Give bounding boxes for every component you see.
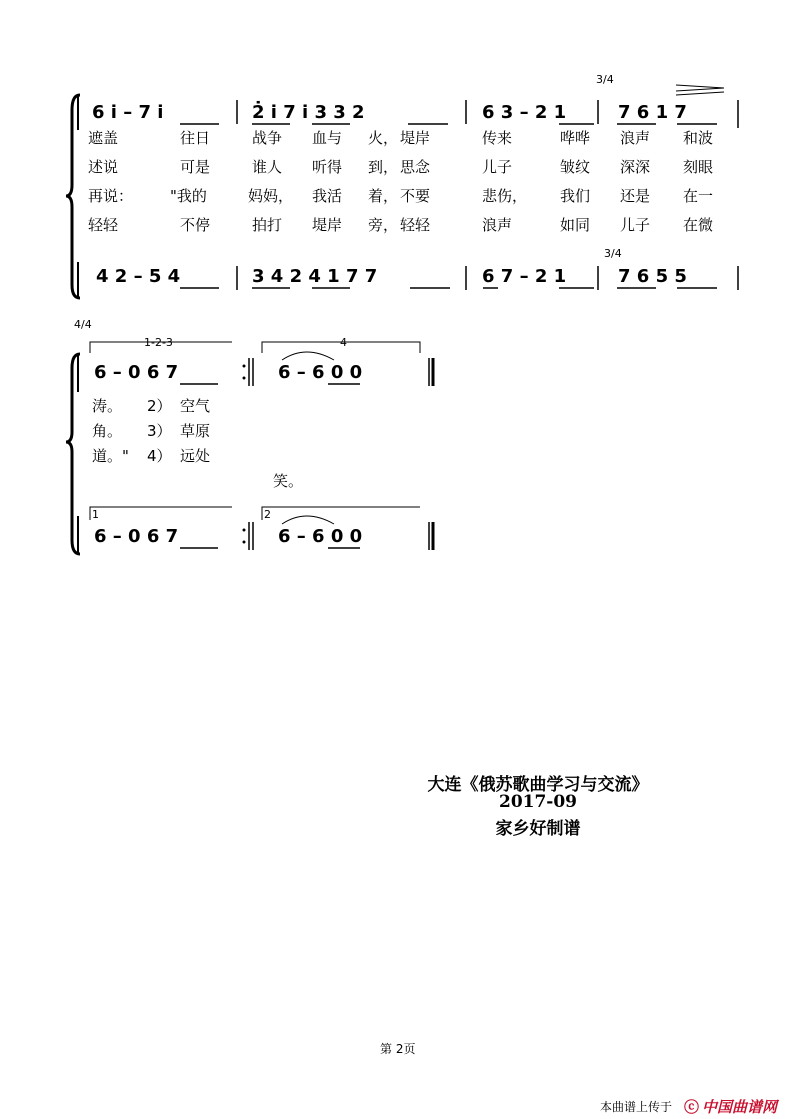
measure-2-bottom: 3 4 2 4 1 7 7: [252, 266, 378, 287]
measure-4-bottom: 7 6 5 5: [618, 266, 687, 287]
measure-1-top: 6 i̇ – 7 i̇: [92, 102, 164, 123]
bottom-volta-2: 2: [264, 508, 271, 521]
volta-1-label: 1-2-3: [144, 336, 173, 349]
measure-4-top: 7 6 1 7: [618, 102, 687, 123]
volta-2-label: 4: [340, 336, 347, 349]
time-signature-4-4: 4/4: [74, 318, 92, 331]
credit-date: 2017-09: [498, 792, 578, 812]
page-number: 第 2页: [380, 1042, 416, 1056]
s2-measure-1-bottom: 6 – 0 6 7: [94, 526, 179, 547]
measure-3-top: 6 3 – 2 1: [482, 102, 567, 123]
credit-author: 家乡好制谱: [495, 819, 581, 839]
footer-uploaded-text: 本曲谱上传于: [600, 1100, 673, 1114]
s2-measure-2-bottom: 6 – 6 0 0: [278, 526, 363, 547]
bottom-volta-1: 1: [92, 508, 99, 521]
credit-source: 大连《俄苏歌曲学习与交流》: [427, 775, 649, 795]
measure-2-top: 2̇ i̇ 7 i̇ 3 3 2: [252, 102, 365, 123]
site-logo-icon: ⓒ: [684, 1098, 700, 1116]
time-signature-top: 3/4: [596, 73, 614, 86]
s2-measure-1-top: 6 – 0 6 7: [94, 362, 179, 383]
s2-measure-2-top: 6 – 6 0 0: [278, 362, 363, 383]
measure-1-bottom: 4 2 – 5 4: [96, 266, 181, 287]
measure-3-bottom: 6 7 – 2 1: [482, 266, 567, 287]
time-signature-bottom: 3/4: [604, 247, 622, 260]
site-logo-text[interactable]: 中国曲谱网: [702, 1098, 778, 1116]
